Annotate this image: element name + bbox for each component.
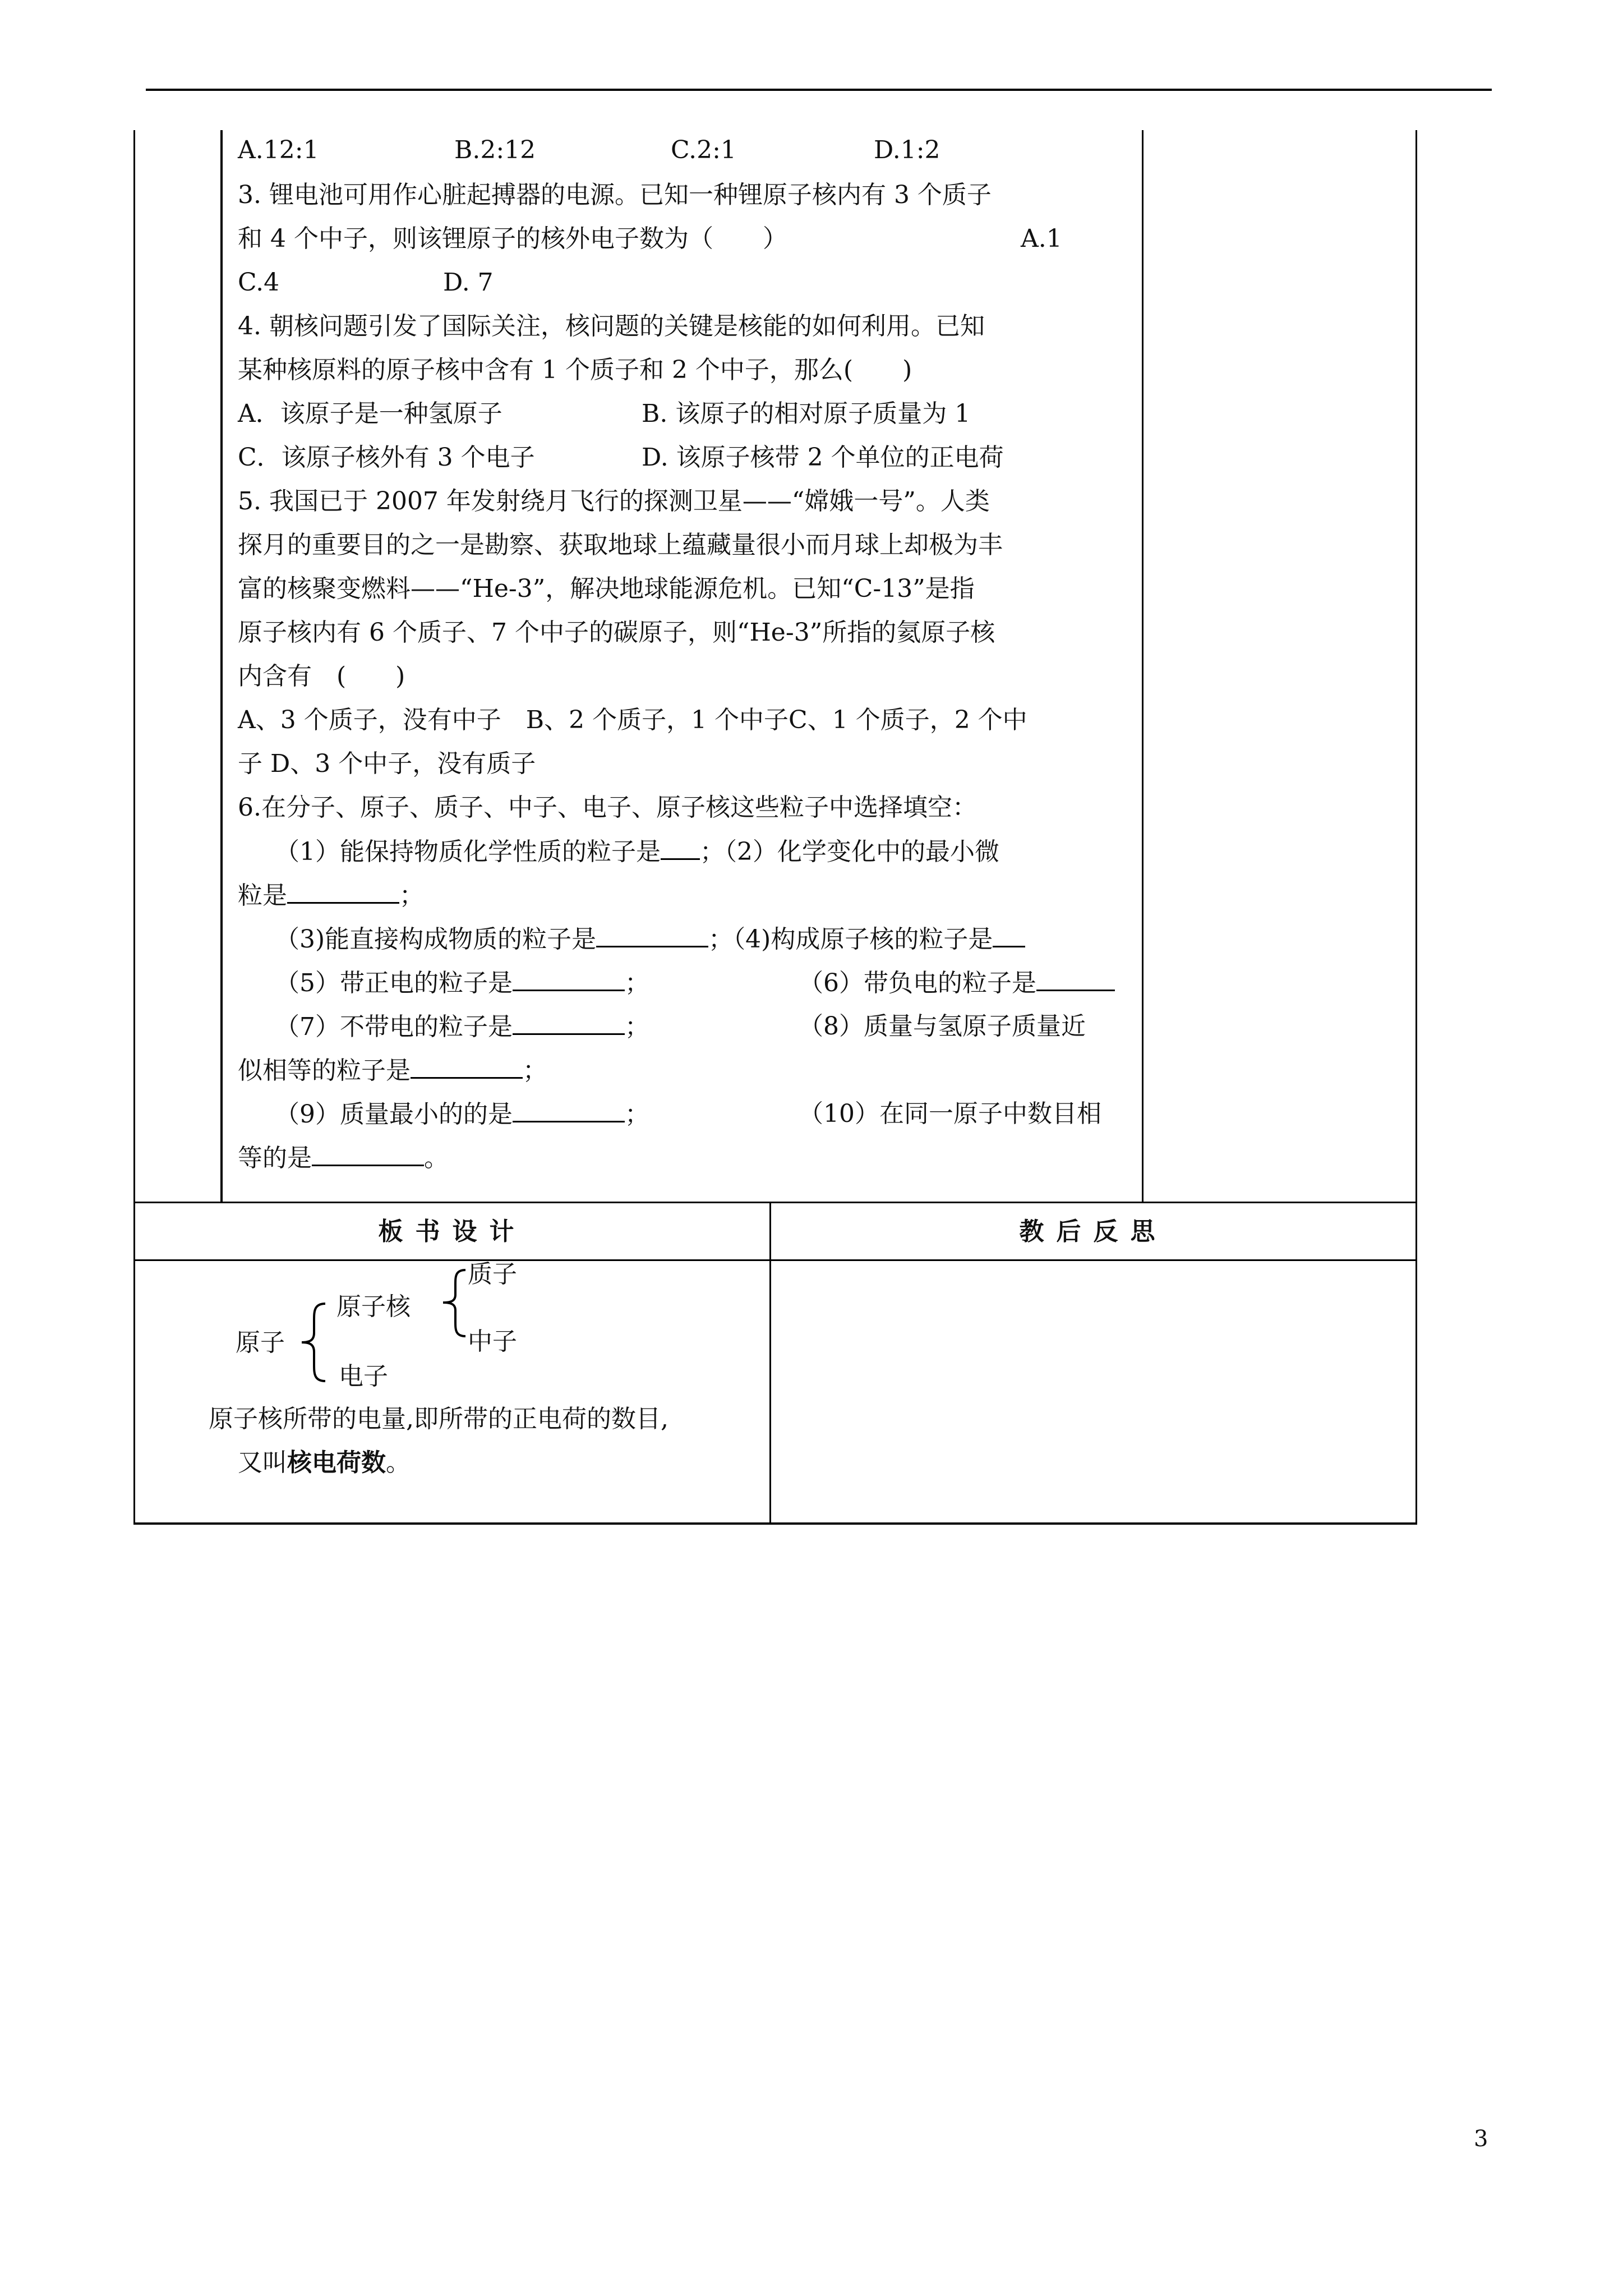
board-text-2a: 又叫	[238, 1448, 287, 1477]
table-right-border	[1415, 130, 1417, 1525]
q6-part-10: （10）在同一原子中数目相	[799, 1099, 1101, 1128]
answer-blank-5[interactable]	[513, 965, 625, 991]
board-atom-label: 原子	[236, 1328, 285, 1357]
board-neutron-label: 中子	[468, 1327, 517, 1356]
board-text-1: 原子核所带的电量,即所带的正电荷的数目,	[209, 1405, 668, 1433]
q6-p3b-text: ；（4)构成原子核的粒子是	[708, 925, 993, 954]
reflection-header: 教后反思	[1019, 1217, 1168, 1246]
q5-line-6: A、3 个质子，没有中子 B、2 个质子，1 个中子C、1 个质子，2 个中	[238, 706, 1027, 734]
q6-stem: 6.在分子、原子、质子、中子、电子、原子核这些粒子中选择填空：	[238, 793, 977, 822]
brace-nucleus	[432, 1267, 471, 1340]
q3-option-d: D. 7	[443, 268, 494, 297]
q6-p7b-text: ；	[625, 1013, 649, 1041]
option-c: C.2:1	[671, 136, 736, 164]
q6-part-6	[799, 965, 1115, 1001]
q4-option-b: B. 该原子的相对原子质量为 1	[642, 399, 971, 428]
option-b: B.2:12	[454, 136, 536, 164]
answer-blank-10[interactable]	[312, 1140, 424, 1166]
page-number: 3	[1474, 2126, 1488, 2152]
q6-p10d-text: 。	[424, 1144, 449, 1172]
board-design-header: 板书设计	[378, 1217, 527, 1246]
q5-line-1: 5. 我国已于 2007 年发射绕月飞行的探测卫星——“嫦娥一号”。人类	[238, 487, 990, 516]
row-divider-2	[133, 1259, 1417, 1261]
q4-option-d: D. 该原子核带 2 个单位的正电荷	[642, 443, 1004, 472]
q6-part-8: （8）质量与氢原子质量近	[799, 1012, 1086, 1041]
board-text-2c: 。	[386, 1448, 411, 1477]
q6-p7-text: （7）不带电的粒子是	[275, 1013, 513, 1041]
table-bottom-border	[133, 1522, 1417, 1525]
table-left-border	[133, 130, 135, 1525]
answer-blank-6[interactable]	[1036, 965, 1115, 991]
q6-p5-text: （5）带正电的粒子是	[275, 969, 513, 997]
q6-p2b-text: ；	[399, 881, 424, 910]
answer-blank-8[interactable]	[411, 1052, 523, 1079]
board-text-2-bold: 核电荷数	[287, 1448, 386, 1477]
q6-p9-text: （9）质量最小的的是	[275, 1100, 513, 1129]
header-rule	[146, 89, 1492, 91]
q6-p10c-text: 等的是	[238, 1144, 312, 1172]
q6-part-7	[275, 1009, 649, 1045]
inner-right-border	[1142, 130, 1144, 1203]
answer-blank-3[interactable]	[596, 921, 708, 947]
answer-blank-4[interactable]	[993, 921, 1025, 947]
q5-line-4: 原子核内有 6 个质子、7 个中子的碳原子，则“He-3”所指的氦原子核	[238, 618, 995, 647]
q6-part-1-cont	[238, 877, 424, 914]
q3-option-a: A.1	[1021, 224, 1062, 253]
q6-part-1	[275, 834, 999, 870]
board-electron-label: 电子	[339, 1362, 388, 1391]
answer-blank-9[interactable]	[513, 1096, 625, 1122]
q5-line-3: 富的核聚变燃料——“He-3”，解决地球能源危机。已知“C-13”是指	[238, 574, 975, 603]
q5-line-2: 探月的重要目的之一是勘察、获取地球上蕴藏量很小而月球上却极为丰	[238, 531, 1003, 559]
q6-p2-text: 粒是	[238, 881, 287, 910]
q6-part-8-cont	[238, 1052, 547, 1089]
answer-blank-1[interactable]	[661, 834, 700, 860]
q6-p8c-text: 似相等的粒子是	[238, 1056, 411, 1085]
board-nucleus-label: 原子核	[336, 1292, 411, 1321]
q4-option-a: A．该原子是一种氢原子	[238, 399, 502, 428]
column-divider	[769, 1202, 771, 1525]
q5-line-5: 内含有 ( )	[238, 662, 405, 691]
q4-line-2: 某种核原料的原子核中含有 1 个质子和 2 个中子，那么( )	[238, 356, 912, 384]
q3-option-c: C.4	[238, 268, 280, 297]
q6-p3-text: （3)能直接构成物质的粒子是	[275, 925, 597, 954]
q6-p5b-text: ；	[625, 969, 649, 997]
q6-p1b-text: ；（2）化学变化中的最小微	[700, 838, 999, 866]
row-divider-1	[133, 1202, 1417, 1203]
answer-blank-2[interactable]	[287, 877, 399, 904]
option-d: D.1:2	[874, 136, 940, 164]
q6-p8d-text: ；	[523, 1056, 547, 1085]
answer-blank-7[interactable]	[513, 1009, 625, 1035]
q4-line-1: 4. 朝核问题引发了国际关注，核问题的关键是核能的如何利用。已知	[238, 312, 985, 341]
q6-p1-text: （1）能保持物质化学性质的粒子是	[275, 838, 661, 866]
q6-part-10-cont	[238, 1140, 449, 1176]
brace-atom	[292, 1300, 331, 1384]
prev-question-options	[238, 132, 940, 168]
q5-line-7: 子 D、3 个中子，没有质子	[238, 749, 536, 778]
q3-line-2: 和 4 个中子，则该锂原子的核外电子数为（ ）	[238, 224, 787, 253]
q6-p6-text: （6）带负电的粒子是	[799, 969, 1036, 997]
q6-part-9	[275, 1096, 649, 1133]
q6-part-3	[275, 921, 1025, 958]
q4-option-c: C．该原子核外有 3 个电子	[238, 443, 535, 472]
board-text-2	[238, 1445, 411, 1481]
q6-part-5	[275, 965, 649, 1001]
q3-line-1: 3. 锂电池可用作心脏起搏器的电源。已知一种锂原子核内有 3 个质子	[238, 181, 992, 209]
board-proton-label: 质子	[468, 1260, 517, 1289]
inner-left-border	[220, 130, 223, 1203]
option-a: A.12:1	[238, 136, 319, 164]
q6-p9b-text: ；	[625, 1100, 649, 1129]
